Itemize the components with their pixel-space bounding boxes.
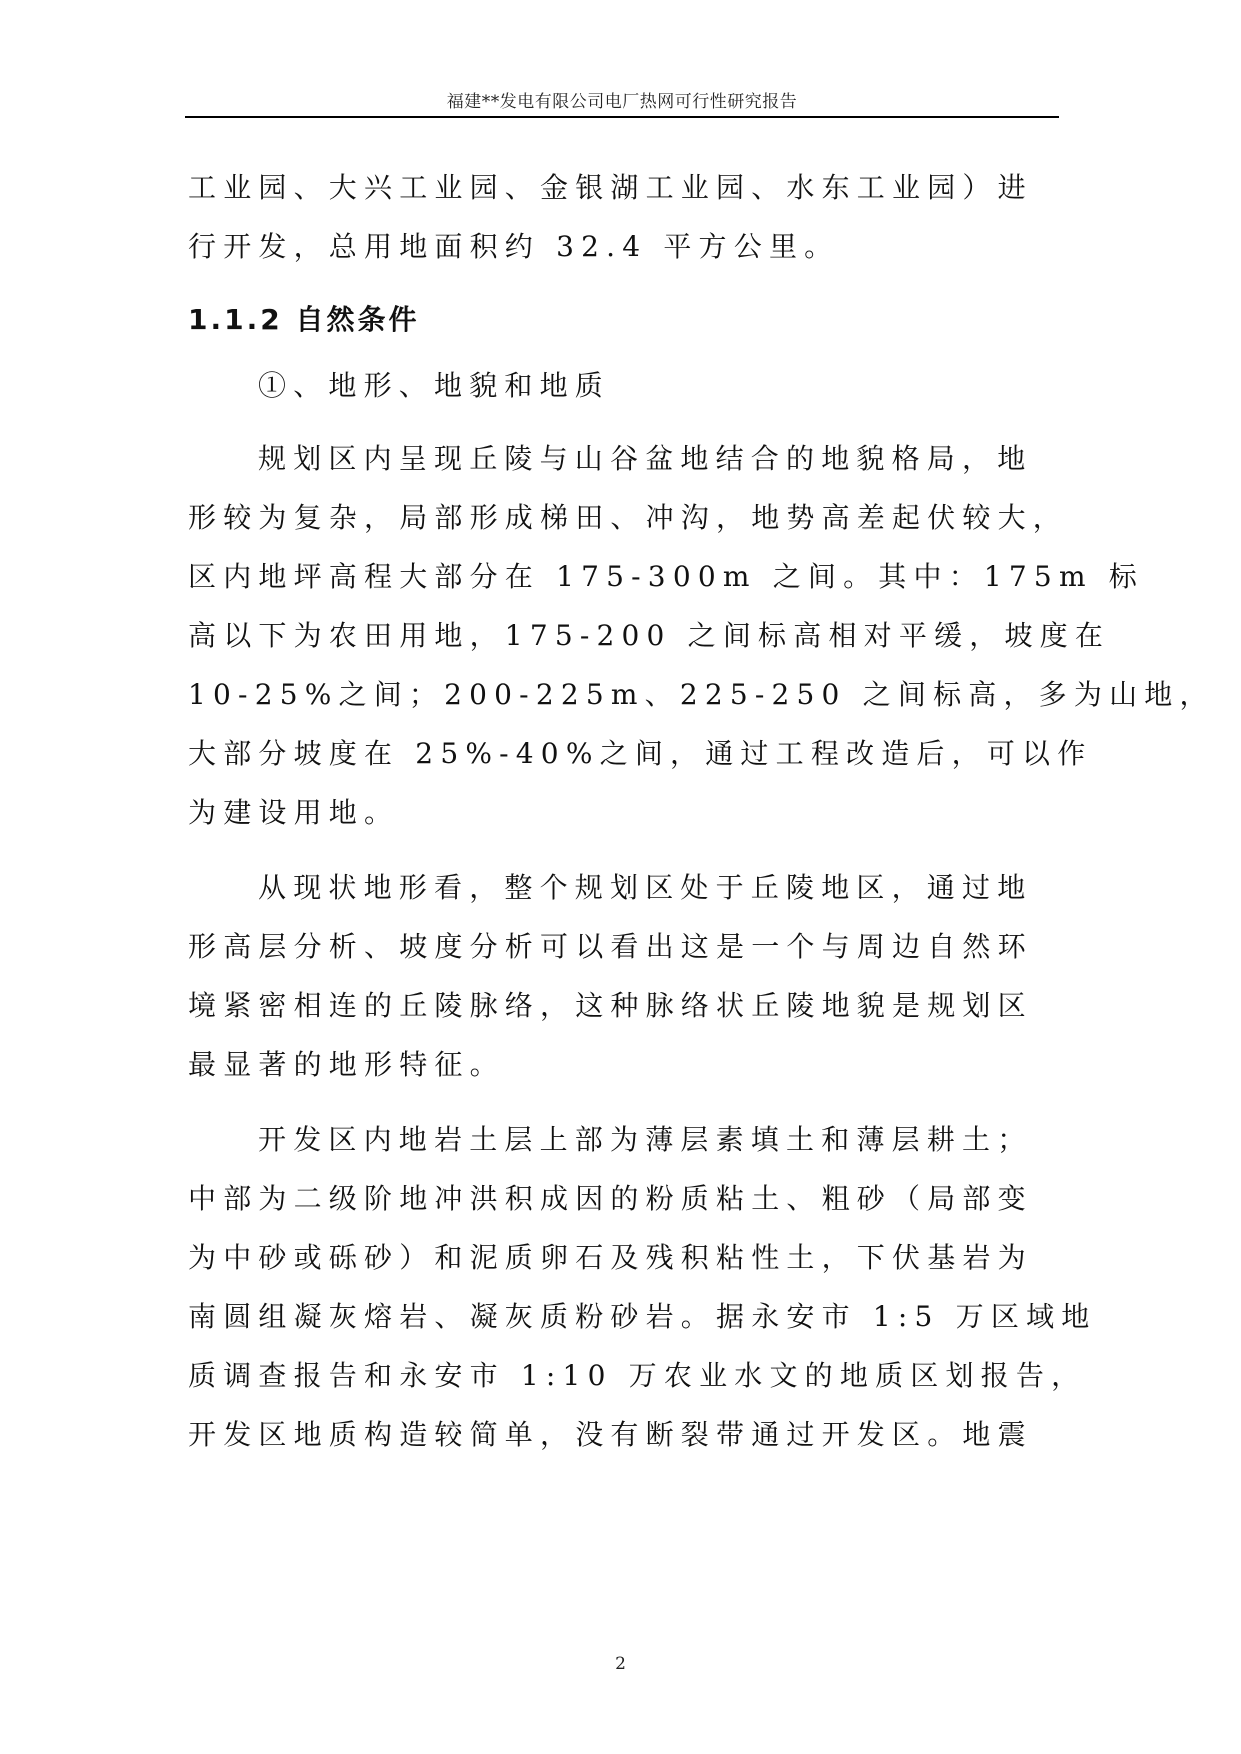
text-line: 高以下为农田用地，175-200 之间标高相对平缓，坡度在 (188, 619, 1111, 652)
text-line: 规划区内呈现丘陵与山谷盆地结合的地貌格局，地 (258, 442, 1033, 475)
text-line: 大部分坡度在 25%-40%之间，通过工程改造后，可以作 (188, 737, 1093, 770)
paragraph-gap (188, 842, 1056, 858)
text-line: 最显著的地形特征。 (188, 1048, 505, 1081)
text-line: 为中砂或砾砂）和泥质卵石及残积粘性土，下伏基岩为 (188, 1241, 1033, 1274)
subsection-heading: ①、地形、地貌和地质 (258, 369, 611, 402)
text-line: 形高层分析、坡度分析可以看出这是一个与周边自然环 (188, 930, 1033, 963)
paragraph (188, 1110, 1097, 1464)
text-line: 10-25%之间；200-225m、225-250 之间标高，多为山地， (188, 678, 1215, 711)
text-line: 形较为复杂，局部形成梯田、冲沟，地势高差起伏较大， (188, 501, 1069, 534)
text-line: 从现状地形看，整个规划区处于丘陵地区，通过地 (258, 871, 1033, 904)
document-body (188, 158, 1215, 1464)
text-line: 中部为二级阶地冲洪积成因的粉质粘土、粗砂（局部变 (188, 1182, 1033, 1215)
paragraph-gap (188, 1094, 1056, 1110)
paragraph (188, 429, 1215, 842)
text-line: 南圆组凝灰熔岩、凝灰质粉砂岩。据永安市 1:5 万区域地 (188, 1300, 1097, 1333)
text-line: 质调查报告和永安市 1:10 万农业水文的地质区划报告， (188, 1359, 1087, 1392)
page-header: 福建**发电有限公司电厂热网可行性研究报告 (185, 88, 1059, 118)
text-line: 区内地坪高程大部分在 175-300m 之间。其中：175m 标 (188, 560, 1144, 593)
text-line: 境紧密相连的丘陵脉络，这种脉络状丘陵地貌是规划区 (188, 989, 1033, 1022)
section-heading: 1.1.2 自然条件 (188, 303, 420, 336)
page-number: 2 (615, 1654, 626, 1674)
text-line: 为建设用地。 (188, 796, 400, 829)
text-line: 工业园、大兴工业园、金银湖工业园、水东工业园）进 (188, 171, 1033, 204)
paragraph (188, 858, 1056, 1094)
text-line: 行开发，总用地面积约 32.4 平方公里。 (188, 230, 840, 263)
text-line: 开发区内地岩土层上部为薄层素填土和薄层耕土； (258, 1123, 1033, 1156)
text-line: 开发区地质构造较简单，没有断裂带通过开发区。地震 (188, 1418, 1033, 1451)
